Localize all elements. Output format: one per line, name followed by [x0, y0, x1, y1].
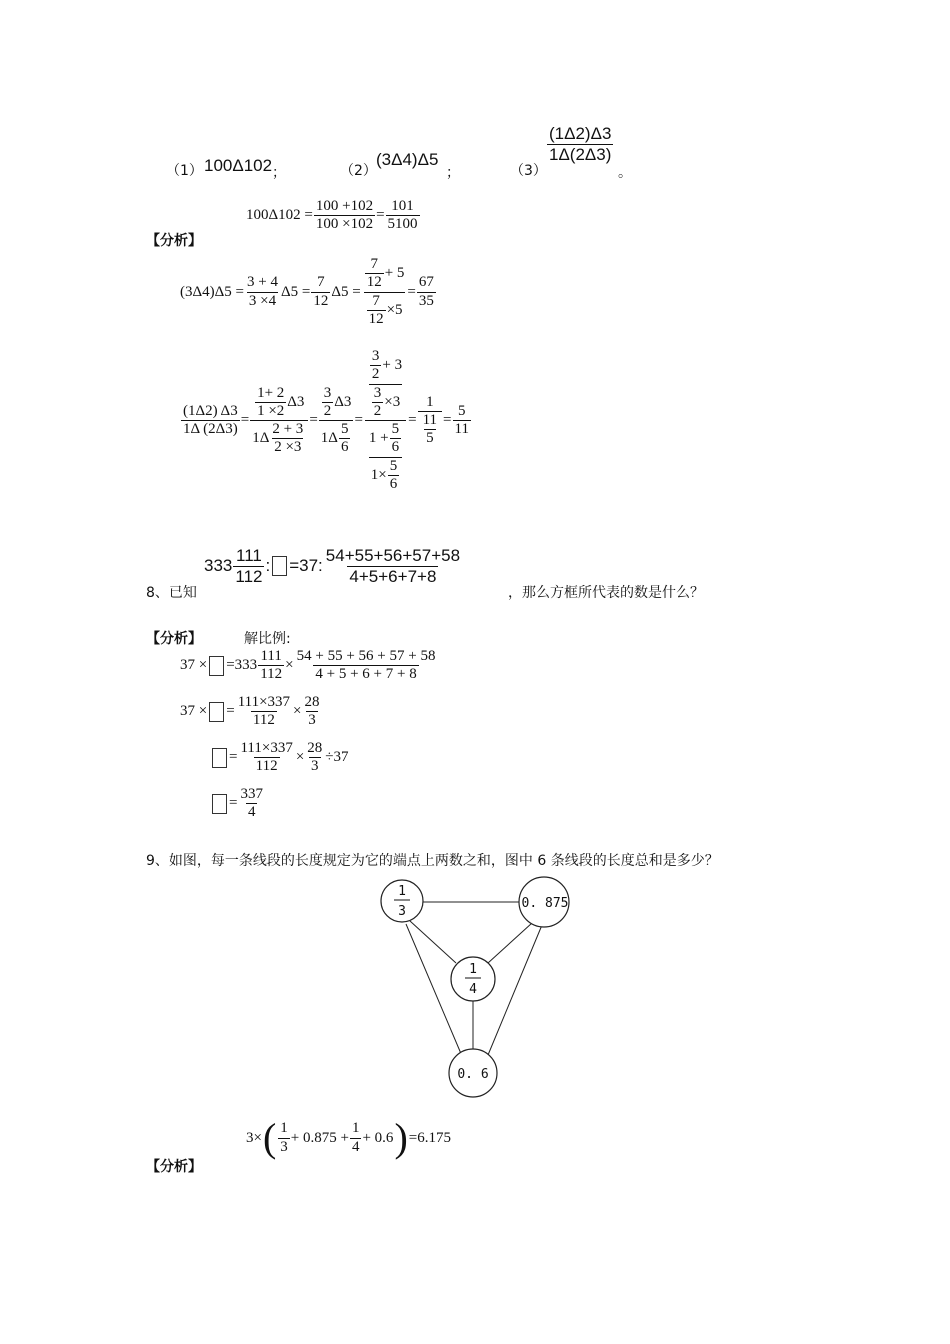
line1-f1-num: 100 +102 — [315, 198, 374, 214]
l3-gn: 28 — [307, 740, 323, 756]
q8-analysis-line2 — [180, 694, 323, 730]
s2-n-a: 3 — [323, 384, 332, 401]
s3-mid-op: ×3 — [384, 393, 401, 410]
q7-item3-end: 。 — [618, 165, 632, 181]
q8-big-num: 54+55+56+57+58 — [325, 546, 461, 565]
l3-gd: 3 — [311, 758, 319, 775]
right-paren: ) — [394, 1115, 408, 1160]
s2-d-a: 5 — [340, 421, 349, 437]
unknown-box — [209, 656, 224, 676]
edge-tl-c — [410, 921, 456, 963]
q9a-t1: + 0.875 + — [290, 1129, 349, 1146]
line3-lhs-num: (1Δ2) Δ3 — [183, 402, 238, 419]
q7-analysis-line3 — [180, 348, 472, 493]
line1-lhs: 100Δ102 = — [246, 207, 313, 224]
s3-d-pre: 1 + — [368, 430, 389, 447]
node-tl-den: 3 — [398, 904, 406, 919]
node-c-num: 1 — [469, 962, 477, 977]
l1-pre: 37 × — [180, 657, 208, 674]
s3-d-b: 6 — [391, 439, 400, 456]
line2-eq: = — [407, 283, 416, 300]
l1-bn: 54 + 55 + 56 + 57 + 58 — [296, 648, 436, 664]
l4-eq: = — [229, 795, 238, 812]
q8-analysis-intro: 解比例: — [244, 631, 291, 647]
q8-colon: : — [265, 556, 271, 576]
line3-lhs-den: 1Δ (2Δ3) — [183, 421, 238, 437]
s1-d-a: 2 + 3 — [272, 421, 304, 437]
s3-top-a: 3 — [371, 348, 380, 364]
cd-b: 12 — [368, 310, 384, 327]
line3-eq3: = — [354, 412, 363, 428]
q7-item1-end: ； — [272, 165, 286, 181]
l3-times: × — [295, 749, 305, 766]
line3-step4 — [418, 394, 442, 448]
s3-bot-pre: 1× — [370, 466, 387, 483]
line2-res-den: 35 — [418, 292, 434, 309]
l3-fn: 111×337 — [240, 740, 293, 756]
s3-bot-b: 6 — [389, 475, 398, 492]
q9-diagram — [370, 870, 580, 1100]
q7-item3-fraction — [546, 124, 614, 164]
s3-mid-b: 2 — [373, 402, 382, 419]
l1-fn: 111 — [260, 648, 282, 664]
cn-a: 7 — [370, 256, 378, 272]
l2-fd: 112 — [252, 712, 275, 729]
q8-unknown-box — [272, 556, 287, 576]
s2-n-op: Δ3 — [334, 393, 352, 410]
q7-item2-label: （2） — [340, 163, 377, 179]
q7-item1-expr: 100Δ102 — [204, 156, 273, 175]
line3-eq4: = — [408, 412, 417, 428]
q8-analysis-line3 — [210, 740, 349, 776]
line2-f2-num: 7 — [317, 274, 325, 291]
line3-res-num: 5 — [457, 402, 466, 419]
line1-f1-den: 100 ×102 — [315, 216, 374, 233]
q7-item3-num: (1Δ2)Δ3 — [549, 124, 612, 143]
l1-times: × — [285, 657, 294, 674]
left-paren: ( — [262, 1115, 277, 1160]
q8-whole: 333 — [204, 556, 233, 576]
line3-eq1: = — [240, 412, 250, 428]
line1-eq: = — [376, 207, 385, 224]
line2-f1-num: 3 + 4 — [247, 274, 278, 291]
q8-question: ，那么方框所代表的数是什么？ — [508, 585, 704, 601]
q7-item1-label: （1） — [166, 163, 203, 179]
line1-f2-den: 5100 — [387, 216, 418, 233]
l3-eq: = — [229, 749, 238, 766]
l3-div: ÷37 — [325, 749, 349, 766]
q8-big-den: 4+5+6+7+8 — [349, 566, 437, 586]
line3-eq5: = — [443, 412, 452, 428]
l4-fd: 4 — [247, 804, 256, 821]
line3-step2 — [319, 385, 354, 457]
q7-item3-den: 1Δ(2Δ3) — [549, 144, 612, 164]
line3-eq2: = — [309, 412, 318, 428]
line3-res-den: 11 — [454, 421, 469, 437]
q8-analysis-line4 — [210, 786, 266, 822]
s3-bot-a: 5 — [389, 457, 398, 474]
q9a-f2n: 1 — [351, 1120, 360, 1137]
l3-fd: 112 — [255, 758, 278, 775]
q7-analysis-label: 【分析】 — [146, 233, 202, 249]
unknown-box — [212, 748, 227, 768]
line3-step3 — [364, 348, 407, 493]
s3-mid-a: 3 — [373, 384, 382, 401]
q9a-t2: + 0.6 — [362, 1129, 394, 1146]
l2-gd: 3 — [308, 712, 316, 729]
line1-f2-num: 101 — [391, 198, 414, 214]
q9-analysis-label: 【分析】 — [146, 1159, 202, 1175]
s4-den-b: 5 — [426, 430, 434, 447]
q9a-f1n: 1 — [280, 1120, 288, 1137]
s3-top-op: + 3 — [382, 357, 403, 374]
q8-analysis-line1 — [180, 648, 438, 684]
q9-analysis-line — [246, 1115, 451, 1160]
line2-complex-fraction — [362, 256, 407, 328]
l1-bd: 4 + 5 + 6 + 7 + 8 — [315, 666, 417, 683]
q8-analysis-label: 【分析】 — [146, 631, 202, 647]
node-b-text: 0. 6 — [457, 1067, 489, 1082]
q8-expression — [204, 546, 463, 586]
cd-op: ×5 — [386, 301, 403, 318]
q8-frac-den: 112 — [235, 566, 263, 586]
node-tr-text: 0. 875 — [521, 896, 569, 911]
node-tl-num: 1 — [398, 884, 406, 899]
l2-times: × — [293, 703, 302, 720]
q8-number: 8、已知 — [146, 585, 197, 601]
q7-analysis-line2 — [180, 256, 437, 328]
s1-d-pre: 1Δ — [252, 430, 270, 447]
l2-fn: 111×337 — [237, 694, 291, 710]
cn-op: + 5 — [384, 265, 405, 282]
line2-res-num: 67 — [418, 274, 434, 291]
s1-n-op: Δ3 — [287, 393, 305, 410]
line3-step1 — [250, 385, 308, 457]
q7-item2-end: ； — [446, 165, 460, 181]
cn-b: 12 — [366, 274, 382, 291]
q9a-res: =6.175 — [408, 1129, 451, 1146]
unknown-box — [209, 702, 224, 722]
s1-d-b: 2 ×3 — [274, 439, 302, 456]
s4-den-a: 11 — [422, 411, 438, 428]
line2-t2: Δ5 = — [331, 283, 361, 300]
q9a-f1d: 3 — [280, 1138, 288, 1155]
s4-num: 1 — [426, 393, 434, 410]
l2-gn: 28 — [304, 694, 320, 710]
s2-d-b: 6 — [340, 439, 349, 456]
q7-item2-expr: (3Δ4)Δ5 — [376, 150, 439, 169]
q9a-f2d: 4 — [351, 1138, 360, 1155]
s2-d-pre: 1Δ — [320, 430, 338, 447]
l2-pre: 37 × — [180, 703, 208, 720]
cd-a: 7 — [372, 292, 380, 309]
l4-fn: 337 — [240, 786, 263, 802]
line2-f1-den: 3 ×4 — [248, 292, 277, 309]
s1-n-b: 1 ×2 — [257, 402, 285, 419]
q9a-pre: 3× — [246, 1129, 262, 1146]
unknown-box — [212, 794, 227, 814]
l1-fd: 112 — [260, 666, 283, 683]
q7-item3-label: （3） — [510, 163, 547, 179]
node-c-den: 4 — [469, 982, 477, 997]
l1-eq: =333 — [226, 657, 258, 674]
edge-tr-b — [488, 925, 542, 1055]
q8-frac-num: 111 — [236, 546, 262, 565]
s3-top-b: 2 — [371, 366, 380, 383]
q9-question: 9、如图，每一条线段的长度规定为它的端点上两数之和，图中 6 条线段的长度总和是多少？ — [146, 853, 719, 869]
l2-eq: = — [226, 703, 235, 720]
line2-f2-den: 12 — [313, 292, 329, 309]
line2-t1: Δ5 = — [280, 283, 311, 300]
edge-tr-c — [488, 923, 532, 963]
q8-eq37: =37: — [289, 556, 323, 576]
line2-lhs: (3Δ4)Δ5 = — [180, 283, 244, 300]
s1-n-a: 1+ 2 — [257, 384, 285, 401]
q7-analysis-line1 — [246, 198, 421, 234]
s2-n-b: 2 — [323, 402, 332, 419]
s3-d-a: 5 — [391, 421, 400, 437]
